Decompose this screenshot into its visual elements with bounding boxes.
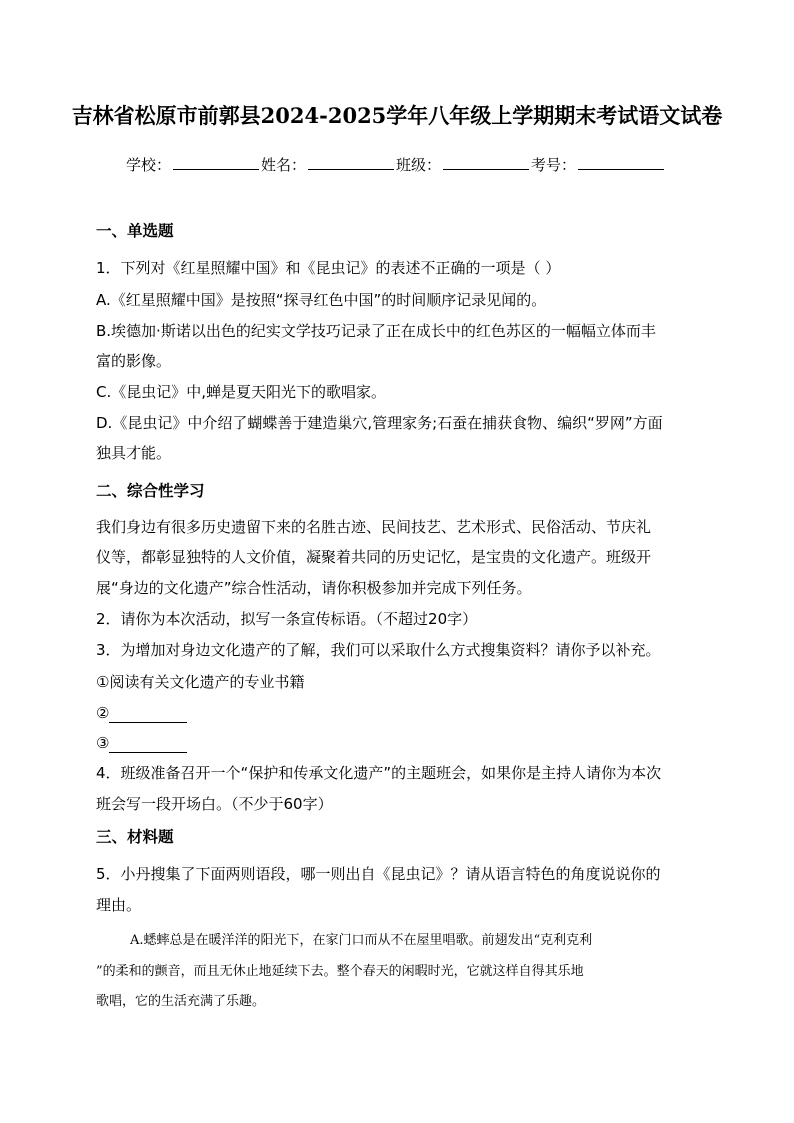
section-2-intro-line1: 我们身边有很多历史遗留下来的名胜古迹、民间技艺、艺术形式、民俗活动、节庆礼 (96, 518, 652, 536)
name-blank (308, 153, 394, 170)
question-1-option-d-line2: 独具才能。 (96, 444, 172, 462)
section-heading-comprehensive: 二、综合性学习 (96, 482, 205, 500)
question-4-line2: 班会写一段开场白。（不少于60字） (96, 795, 333, 813)
answer-blank-3[interactable] (109, 737, 187, 753)
section-heading-material: 三、材料题 (96, 828, 174, 846)
question-5-line2: 理由。 (96, 896, 142, 914)
exam-title: 吉林省松原市前郭县2024-2025学年八年级上学期期末考试语文试卷 (71, 103, 723, 128)
question-5-line1: 5．小丹搜集了下面两则语段，哪一则出自《昆虫记》？请从语言特色的角度说说你的 (96, 865, 661, 883)
item-2-marker: ② (96, 704, 110, 722)
school-blank (173, 153, 259, 170)
question-1-option-c: C.《昆虫记》中,蝉是夏天阳光下的歌唱家。 (96, 383, 387, 401)
student-info-row (126, 153, 666, 175)
school-label: 学校： (126, 156, 172, 174)
answer-blank-2[interactable] (109, 707, 187, 723)
question-3-item-1: ①阅读有关文化遗产的专业书籍 (96, 673, 305, 691)
question-3-item-3 (96, 733, 187, 753)
name-field (261, 153, 396, 175)
school-field (126, 153, 261, 175)
item-3-marker: ③ (96, 734, 110, 752)
question-1-option-b-line2: 富的影像。 (96, 352, 172, 370)
question-2-stem: 2．请你为本次活动，拟写一条宣传标语。（不超过20字） (96, 610, 478, 628)
question-1-option-d-line1: D.《昆虫记》中介绍了蝴蝶善于建造巢穴,管理家务;石蚕在捕获食物、编织“罗网”方面 (96, 414, 663, 432)
section-2-intro-line2: 仪等，都彰显独特的人文价值，凝聚着共同的历史记忆，是宝贵的文化遗产。班级开 (96, 548, 652, 566)
question-1-stem: 1．下列对《红星照耀中国》和《昆虫记》的表述不正确的一项是（ ） (96, 259, 561, 277)
class-field (396, 153, 531, 175)
question-4-line1: 4．班级准备召开一个“保护和传承文化遗产”的主题班会，如果你是主持人请你为本次 (96, 764, 662, 782)
question-3-stem: 3．为增加对身边文化遗产的了解，我们可以采取什么方式搜集资料？请你予以补充。 (96, 641, 661, 659)
exam-number-blank (578, 153, 664, 170)
passage-a-line3: 歌唱，它的生活充满了乐趣。 (96, 994, 266, 1009)
exam-number-field (531, 153, 666, 175)
section-heading-single-choice: 一、单选题 (96, 222, 174, 240)
class-blank (443, 153, 529, 170)
name-label: 姓名： (261, 156, 307, 174)
class-label: 班级： (396, 156, 442, 174)
question-1-option-b-line1: B.埃德加·斯诺以出色的纪实文学技巧记录了正在成长中的红色苏区的一幅幅立体而丰 (96, 322, 656, 340)
exam-number-label: 考号： (531, 156, 577, 174)
passage-a-line2: ”的柔和的颤音，而且无休止地延续下去。整个春天的闲暇时光，它就这样自得其乐地 (96, 964, 584, 979)
question-1-option-a: A.《红星照耀中国》是按照“探寻红色中国”的时间顺序记录见闻的。 (96, 291, 547, 309)
section-2-intro-line3: 展“身边的文化遗产”综合性活动，请你积极参加并完成下列任务。 (96, 579, 532, 597)
question-3-item-2 (96, 703, 187, 723)
passage-a-line1: A.蟋蟀总是在暖洋洋的阳光下，在家门口而从不在屋里唱歌。前翅发出“克利克利 (130, 933, 593, 948)
